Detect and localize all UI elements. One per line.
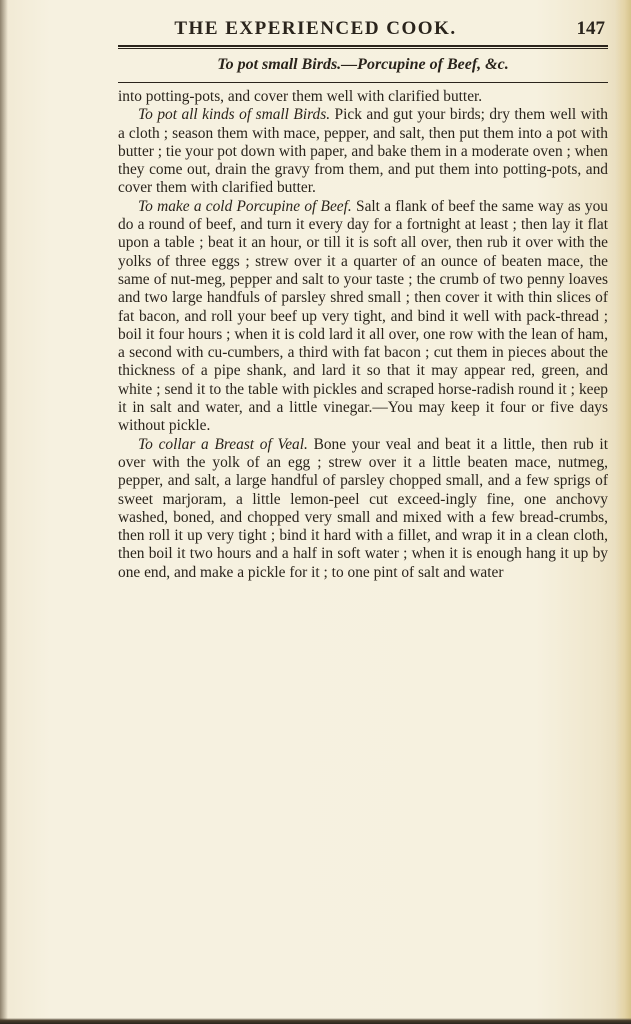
paragraph-text: Salt a flank of beef the same way as you do a round of beef, and turn it every day for a fortnight at least ; then lay it flat upon a table ; beat it an hour, or till it is soft all over, then rub it over with the yolks of three eggs ; strew over it a quarter of an ounce of beaten mace, the same of nut-meg, pepper and salt to your taste ; the crumb of two penny loaves and two large handfuls of parsley shred small ; then cover it with thin slices of fat bacon, and roll your beef up very tight, and bind it well with pack-thread ; boil it four hours ; when it is cold lard it all over, one row with the lean of ham, a second with cu-cumbers, a third with fat bacon ; cut them in pieces about the thickness of a pipe shank, and lard it so that it may appear red, green, and white ; send it to the table with pickles and scraped horse-radish round it ; keep it in salt and water, and a little vinegar.—You may keep it four or five days without pickle. bbox=[118, 197, 608, 435]
recipe-title: To pot all kinds of small Birds. bbox=[138, 106, 331, 124]
paragraph-recipe bbox=[118, 436, 608, 582]
paragraph-text: into potting-pots, and cover them well with clarified butter. bbox=[118, 88, 483, 105]
page-edge-stain bbox=[615, 0, 631, 1024]
header-rule-thin bbox=[118, 48, 608, 49]
recipe-title: To collar a Breast of Veal. bbox=[138, 435, 308, 453]
header-rule-thick bbox=[118, 45, 608, 47]
paragraph-recipe bbox=[118, 106, 608, 197]
paragraph-continuation bbox=[118, 88, 608, 106]
page-header bbox=[0, 18, 631, 44]
recipe-title: To make a cold Porcupine of Beef. bbox=[138, 197, 352, 215]
paragraph-text: Bone your veal and beat it a little, then rub it over with the yolk of an egg ; strew over it a little beaten mace, nutmeg, pepper, and salt, a large handful of parsley chopped small, and a few sprigs of sweet marjoram, a little lemon-peel cut exceed-ingly fine, one anchovy washed, boned, and chopped very small and mixed with a few bread-crumbs, then roll it up very tight ; bind it hard with a fillet, and wrap it in a clean cloth, then boil it two hours and a half in soft water ; when it is enough hang it up by one end, and make a pickle for it ; to one pint of salt and water bbox=[118, 435, 608, 581]
subhead-rule bbox=[118, 82, 608, 83]
body-text bbox=[118, 88, 608, 582]
paragraph-text: Pick and gut your birds; dry them well with a cloth ; season them with mace, pepper, and salt, then put them into a pot with butter ; tie your pot down with paper, and bake them in a moderate oven ; when they come out, drain the gravy from them, and put them into potting-pots, and cover them with clarified butter. bbox=[118, 106, 608, 197]
page-gutter-shadow bbox=[0, 0, 8, 1024]
page-bottom-edge bbox=[0, 1018, 631, 1024]
page-number: 147 bbox=[576, 18, 605, 39]
section-subhead: To pot small Birds.—Porcupine of Beef, &c. bbox=[217, 56, 509, 73]
running-head: THE EXPERIENCED COOK. bbox=[174, 18, 457, 39]
paragraph-recipe bbox=[118, 198, 608, 436]
